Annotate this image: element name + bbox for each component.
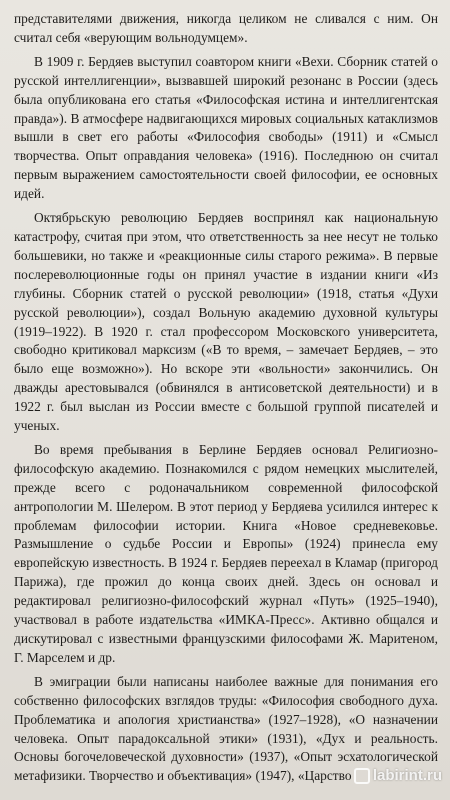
paragraph: представителями движения, никогда целиком не сливался с ним. Он считал себя «верующим вольнодумцем».	[14, 11, 438, 45]
paragraph: Октябрьскую революцию Бердяев воспринял как национальную катастрофу, считая при этом, что ответственность за нее несут не только большевики, но также и «реакционные силы старого режима». В первые послереволюционные годы он принял участие в издании книги «Из глубины. Сборник статей о русской революции» (1918, статья «Духи русской революции»), создал Вольную академию духовной культуры (1919–1922). В 1920 г. стал профессором Московского университета, свободно критиковал марксизм («В то время, – замечает Бердяев, – это было еще возможно»). Но вскоре эти «вольности» закончились. Он дважды арестовывался (обвинялся в антисоветской деятельности) и в 1922 г. был выслан из России вместе с большой группой писателей и ученых.	[14, 210, 438, 434]
watermark	[354, 767, 442, 784]
page-text	[14, 10, 438, 791]
watermark-text: labirint.ru	[372, 767, 442, 784]
paragraph: В 1909 г. Бердяев выступил соавтором книги «Вехи. Сборник статей о русской интеллигенции», вызвавшей широкий резонанс в России (здесь была опубликована его статья «Философская истина и интеллигентская правда»). В атмосфере надвигающихся мировых социальных катаклизмов вышли в свет его работы «Философия свободы» (1911) и «Смысл творчества. Опыт оправдания человека» (1916). Последнюю он считал первым выражением самостоятельности своей философии, ее основных идей.	[14, 53, 438, 202]
paragraph: Во время пребывания в Берлине Бердяев основал Религиозно-философскую академию. Познакомился с рядом немецких мыслителей, прежде всего с родоначальником современной философской антропологии М. Шелером. В этот период у Бердяева усилился интерес к проблемам философии истории. Книга «Новое средневековье. Размышление о судьбе России и Европы» (1924) принесла ему европейскую известность. В 1924 г. Бердяев переехал в Кламар (пригород Парижа), где прожил до конца своих дней. Здесь он основал и редактировал религиозно-философский журнал «Путь» (1925–1940), участвовал в работе издательства «ИМКА-Пресс». Активно общался и дискутировал с известными французскими философами Ж. Маритеном, Г. Марселем и др.	[14, 441, 438, 665]
labirint-logo-icon	[354, 768, 370, 784]
paragraph: В эмиграции были написаны наиболее важные для понимания его собственно философских взглядов труды: «Философия свободного духа. Проблематика и апология христианства» (1927–1928), «О назначении человека. Опыт парадоксальной этики» (1931), «Дух и реальность. Основы богочеловеческой духовности» (1937), «Опыт эсхатологической метафизики. Творчество и объективация» (1947), «Царство	[14, 673, 438, 784]
